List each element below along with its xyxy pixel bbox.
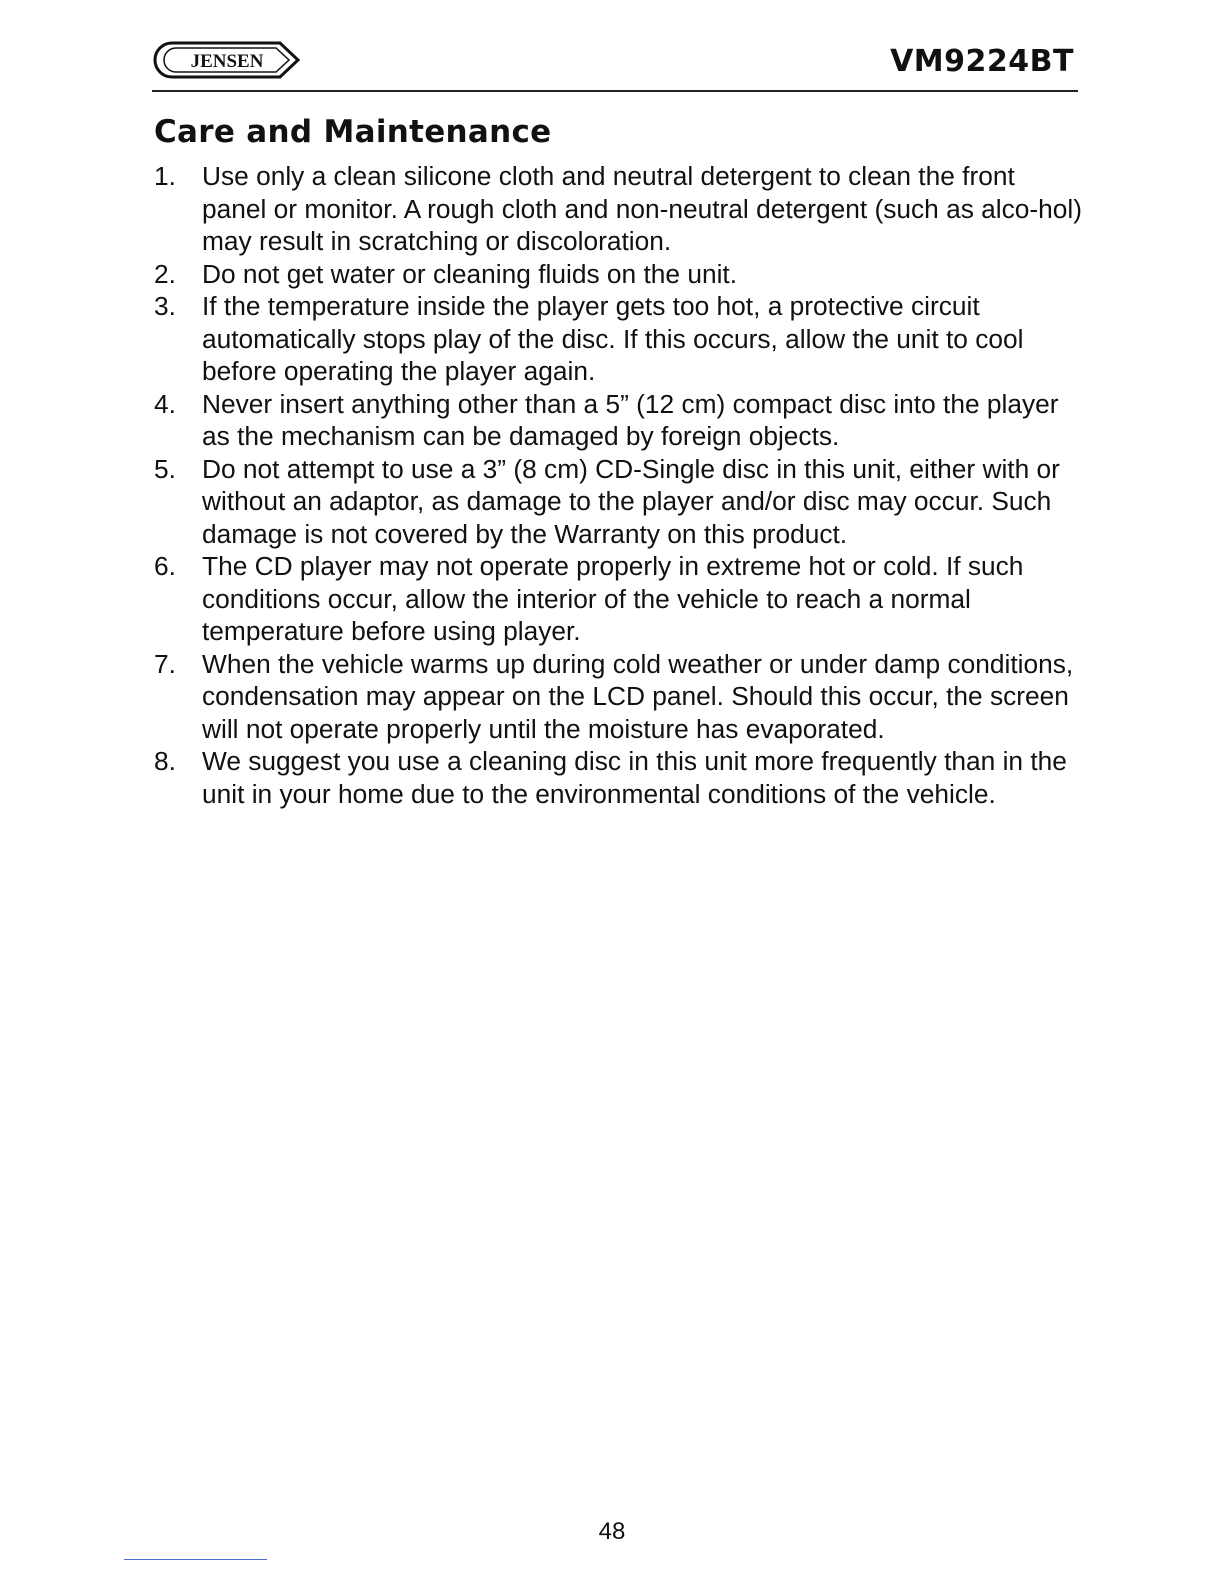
jensen-logo bbox=[152, 40, 302, 80]
list-item bbox=[154, 160, 1084, 258]
item-number: 1. bbox=[154, 161, 176, 191]
footer-divider bbox=[124, 1559, 267, 1560]
item-text: We suggest you use a cleaning disc in this unit more frequently than in the unit in your home due to the environmental conditions of the vehicle. bbox=[202, 746, 1067, 809]
list-item bbox=[154, 388, 1084, 453]
list-item bbox=[154, 258, 1084, 291]
list-item bbox=[154, 453, 1084, 551]
item-number: 6. bbox=[154, 551, 176, 581]
list-item bbox=[154, 550, 1084, 648]
item-text: Do not get water or cleaning fluids on the unit. bbox=[202, 258, 738, 289]
item-number: 2. bbox=[154, 258, 176, 289]
section-title: Care and Maintenance bbox=[154, 114, 552, 150]
list-item bbox=[154, 290, 1084, 388]
item-number: 3. bbox=[154, 291, 176, 321]
item-number: 8. bbox=[154, 746, 176, 776]
list-item bbox=[154, 648, 1084, 746]
item-text: Do not attempt to use a 3” (8 cm) CD-Single disc in this unit, either with or without an adaptor, as damage to the player and/or disc may occur. Such damage is not covered by the Warranty on this product. bbox=[202, 453, 1060, 549]
list-item bbox=[154, 745, 1084, 810]
item-text: Never insert anything other than a 5” (12 cm) compact disc into the player as the mechanism can be damaged by foreign objects. bbox=[202, 388, 1059, 451]
page-number: 48 bbox=[598, 1518, 626, 1545]
item-text: When the vehicle warms up during cold weather or under damp conditions, condensation may appear on the LCD panel. Should this occur, the screen will not operate properly until the moisture has evaporated. bbox=[202, 648, 1074, 744]
item-text: Use only a clean silicone cloth and neutral detergent to clean the front panel or monitor. A rough cloth and non-neutral detergent (such as alco-hol) may result in scratching or discoloration. bbox=[202, 161, 1083, 256]
model-number: VM9224BT bbox=[890, 44, 1074, 79]
item-text: The CD player may not operate properly in extreme hot or cold. If such conditions occur, allow the interior of the vehicle to reach a normal temperature before using player. bbox=[202, 551, 1024, 646]
header-divider bbox=[152, 90, 1078, 92]
item-number: 4. bbox=[154, 388, 176, 419]
page-header bbox=[152, 38, 1078, 90]
item-number: 7. bbox=[154, 648, 176, 679]
item-text: If the temperature inside the player gets too hot, a protective circuit automatically stops play of the disc. If this occurs, allow the unit to cool before operating the player again. bbox=[202, 291, 1024, 386]
maintenance-list bbox=[154, 160, 1084, 810]
svg-text:JENSEN: JENSEN bbox=[190, 51, 264, 72]
item-number: 5. bbox=[154, 453, 176, 484]
